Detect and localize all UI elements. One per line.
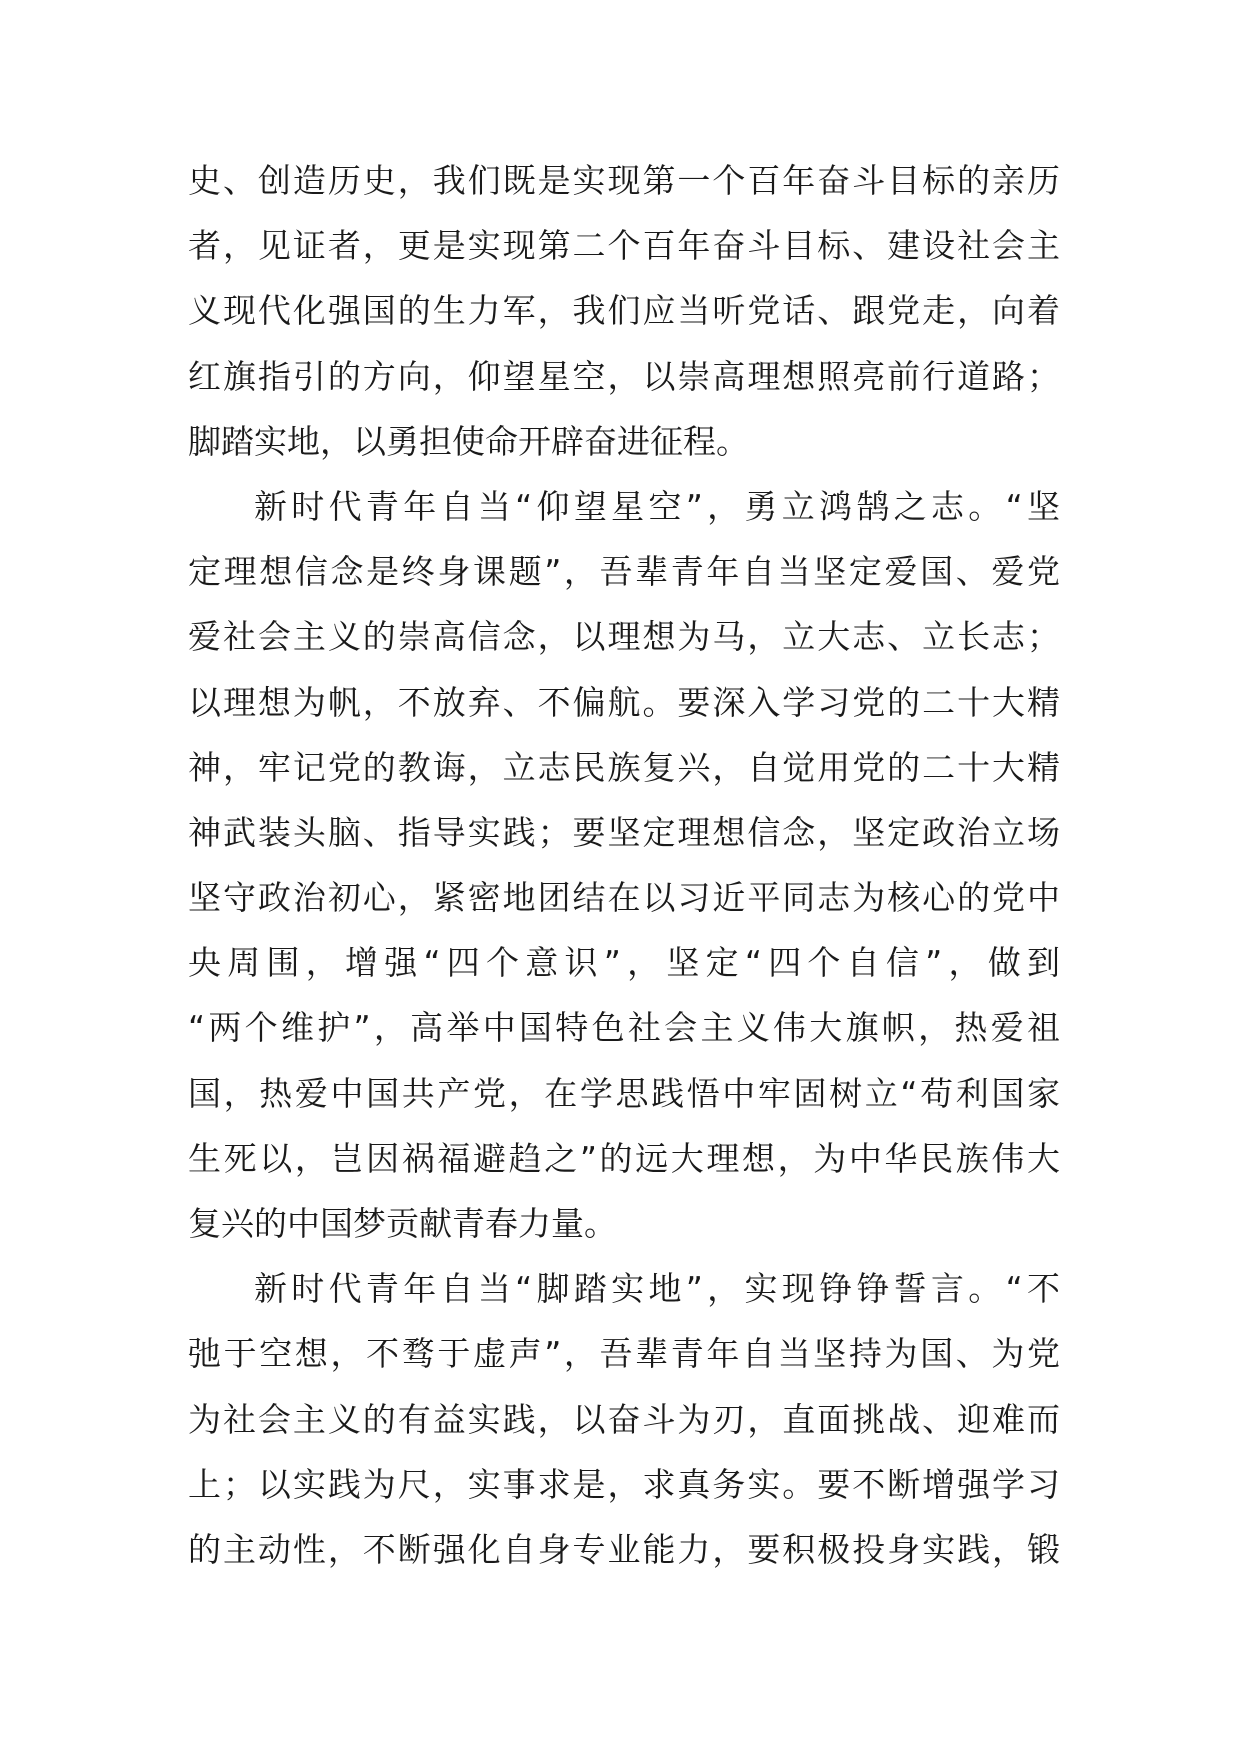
- text-line: 以理想为帆，不放弃、不偏航。要深入学习党的二十大精: [188, 682, 1060, 722]
- text-line: 为社会主义的有益实践，以奋斗为刃，直面挑战、迎难而: [188, 1399, 1060, 1439]
- text-line: 脚踏实地，以勇担使命开辟奋进征程。: [188, 421, 749, 461]
- text-line: 新时代青年自当“脚踏实地”，实现铮铮誓言。“不: [254, 1269, 1060, 1309]
- text-line: 国，热爱中国共产党，在学思践悟中牢固树立“苟利国家: [188, 1073, 1060, 1113]
- text-line: 红旗指引的方向，仰望星空，以崇高理想照亮前行道路；: [188, 356, 1060, 396]
- text-line: 定理想信念是终身课题”，吾辈青年自当坚定爱国、爱党: [188, 552, 1060, 592]
- text-line: 爱社会主义的崇高信念，以理想为马，立大志、立长志；: [188, 617, 1060, 657]
- text-line: 复兴的中国梦贡献青春力量。: [188, 1204, 617, 1243]
- text-line: 央周围，增强“四个意识”，坚定“四个自信”，做到: [188, 943, 1060, 983]
- text-line: 者，见证者，更是实现第二个百年奋斗目标、建设社会主: [188, 226, 1060, 266]
- text-line: 坚守政治初心，紧密地团结在以习近平同志为核心的党中: [188, 878, 1060, 918]
- text-line: 史、创造历史，我们既是实现第一个百年奋斗目标的亲历: [188, 161, 1060, 200]
- text-line: 弛于空想，不骛于虚声”，吾辈青年自当坚持为国、为党: [188, 1334, 1060, 1374]
- text-line: 神，牢记党的教诲，立志民族复兴，自觉用党的二十大精: [188, 747, 1060, 787]
- text-line: 神武装头脑、指导实践；要坚定理想信念，坚定政治立场: [188, 812, 1060, 852]
- paragraph: [188, 1256, 1060, 1582]
- text-line: 生死以，岂因祸福避趋之”的远大理想，为中华民族伟大: [188, 1138, 1060, 1178]
- text-line: 新时代青年自当“仰望星空”，勇立鸿鹄之志。“坚: [254, 486, 1060, 526]
- paragraph: [188, 148, 1060, 474]
- text-line: 义现代化强国的生力军，我们应当听党话、跟党走，向着: [188, 291, 1060, 331]
- body-text: [188, 148, 1060, 1582]
- text-line: 上；以实践为尺，实事求是，求真务实。要不断增强学习: [188, 1464, 1060, 1504]
- text-line: “两个维护”，高举中国特色社会主义伟大旗帜，热爱祖: [188, 1008, 1060, 1048]
- text-line: 的主动性，不断强化自身专业能力，要积极投身实践，锻: [188, 1529, 1060, 1569]
- paragraph: [188, 474, 1060, 1256]
